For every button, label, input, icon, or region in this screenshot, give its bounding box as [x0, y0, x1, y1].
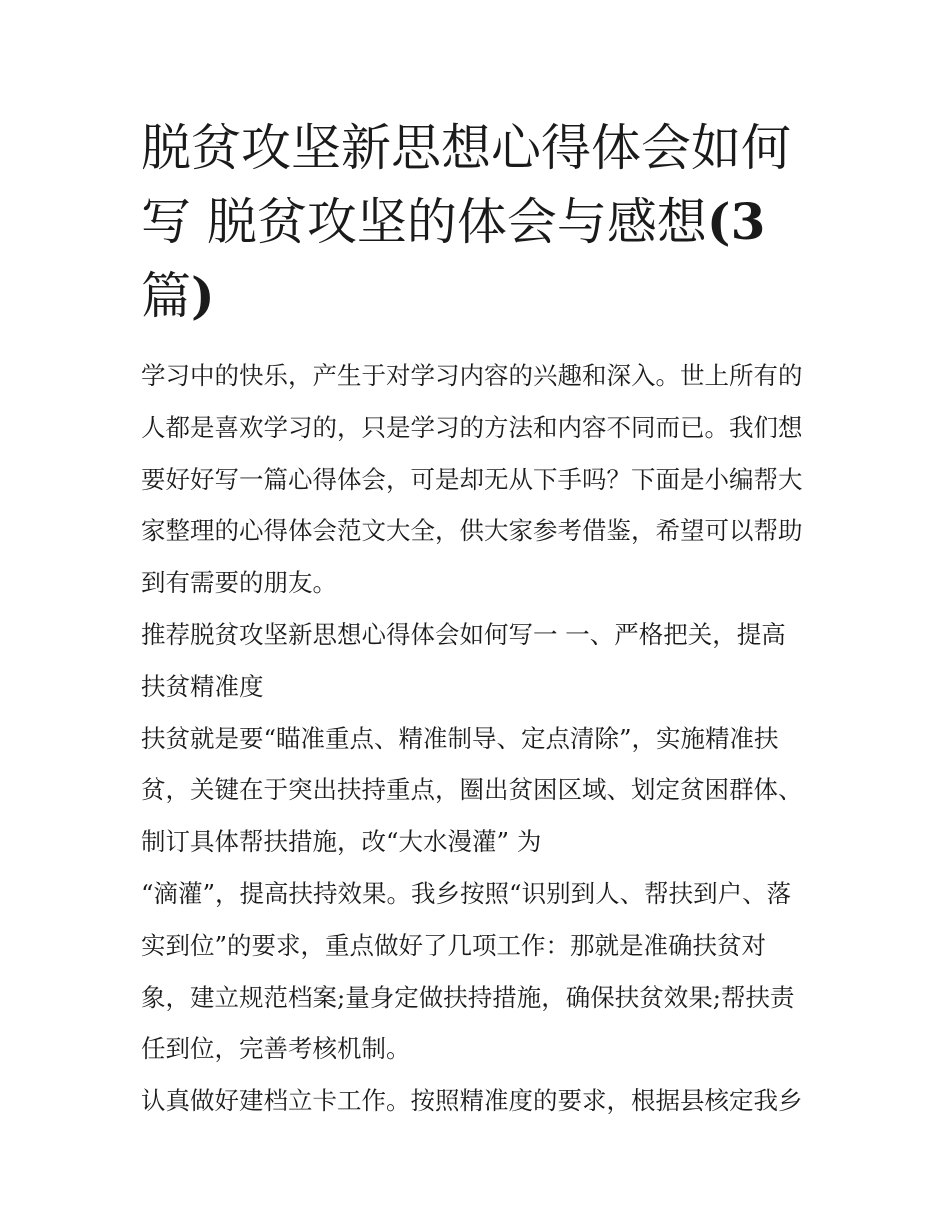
body-line: 学习中的快乐，产生于对学习内容的兴趣和深入。世上所有的 [141, 361, 803, 390]
title-count-close: ) [191, 266, 215, 325]
body-line: 扶贫就是要“瞄准重点、精准制导、定点清除”，实施精准扶 [141, 723, 779, 753]
title-line-3 [141, 259, 821, 333]
body-line: 推荐脱贫攻坚新思想心得体会如何写一 一、严格把关，提高 [141, 619, 786, 649]
title-line-2 [141, 185, 821, 259]
body-line: 象，建立规范档案;量身定做扶持措施，确保扶贫效果;帮扶责 [141, 982, 795, 1012]
body-line: 扶贫精准度 [141, 671, 264, 701]
document-body [141, 350, 821, 1127]
body-line: 认真做好建档立卡工作。按照精准度的要求，根据县核定我乡 [141, 1086, 803, 1116]
body-line: 制订具体帮扶措施，改“大水漫灌” 为 [141, 827, 542, 857]
body-line: 人都是喜欢学习的，只是学习的方法和内容不同而已。我们想 [141, 412, 803, 442]
title-line-2-text: 写 脱贫攻坚的体会与感想 [141, 193, 707, 251]
document-title [141, 112, 821, 333]
document-page [141, 112, 821, 1127]
body-line: 要好好写一篇心得体会，可是却无从下手吗？下面是小编帮大 [141, 464, 803, 494]
body-line: “滴灌”，提高扶持效果。我乡按照“识别到人、帮扶到户、落 [141, 878, 792, 908]
title-line-1: 脱贫攻坚新思想心得体会如何 [141, 119, 791, 177]
title-count-open: (3 [706, 192, 766, 251]
body-line: 家整理的心得体会范文大全，供大家参考借鉴，希望可以帮助 [141, 516, 803, 546]
title-line-3-text: 篇 [141, 267, 191, 325]
body-line: 任到位，完善考核机制。 [141, 1034, 411, 1064]
body-line: 贫，关键在于突出扶持重点，圈出贫困区域、划定贫困群体、 [141, 775, 803, 805]
body-line: 到有需要的朋友。 [141, 568, 337, 598]
body-line: 实到位”的要求，重点做好了几项工作：那就是准确扶贫对 [141, 930, 767, 960]
